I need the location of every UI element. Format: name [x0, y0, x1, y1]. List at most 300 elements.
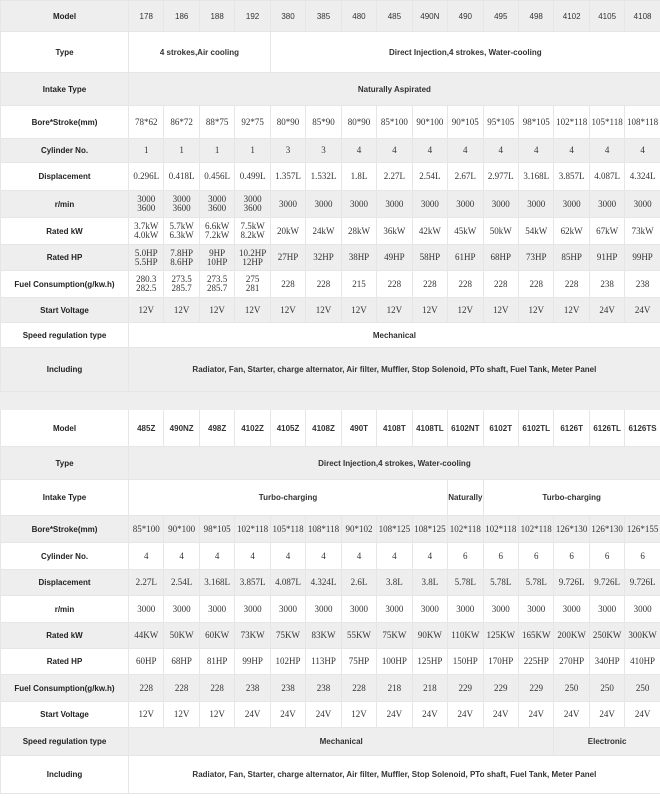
t1-bore-cell: 108*118 [625, 106, 660, 139]
t1-hp-cell [589, 245, 624, 271]
t1-bore-cell: 105*118 [589, 106, 624, 139]
t2-fuel-cell: 250 [554, 675, 589, 702]
t2-volt-cell: 12V [341, 702, 376, 728]
t2-intake-turbo2: Turbo-charging [483, 480, 660, 516]
t1-hp-cell-line: 68HP [490, 252, 512, 262]
t2-fuel-cell: 218 [412, 675, 447, 702]
t2-hp-cell: 100HP [377, 649, 412, 675]
t1-fuel-cell-line: 281 [245, 283, 260, 293]
t2-incl-value: Radiator, Fan, Starter, charge alternator, Air filter, Muffler, Stop Solenoid, PTo shaft, Fuel Tank, Meter Panel [129, 756, 660, 794]
t1-bore-cell: 102*118 [554, 106, 589, 139]
t1-kw-cell [483, 218, 518, 245]
t2-disp-cell: 9.726L [554, 570, 589, 596]
t1-kw-cell [377, 218, 412, 245]
t1-bore-cell: 78*62 [129, 106, 164, 139]
t1-kw-cell-line: 7.2kW [205, 230, 230, 240]
t1-rmin-cell [448, 191, 483, 218]
t1-hp-cell [270, 245, 305, 271]
t2-cyl-cell: 4 [235, 543, 270, 570]
t2-hp-cell: 170HP [483, 649, 518, 675]
t1-volt-cell: 12V [518, 298, 553, 323]
t1-volt-cell: 24V [589, 298, 624, 323]
t2-volt-cell: 24V [518, 702, 553, 728]
t1-kw-cell-line: 7.5kW [240, 221, 265, 231]
t2-model-cell: 6102NT [448, 410, 483, 447]
t2-volt-cell: 12V [164, 702, 199, 728]
t1-fuel-cell-line: 273.5 [171, 274, 192, 284]
t1-disp-cell: 0.418L [164, 163, 199, 191]
t2-kw-row [1, 623, 660, 649]
t1-hp-cell [412, 245, 447, 271]
t2-disp-cell: 3.168L [199, 570, 234, 596]
t1-bore-row [1, 106, 660, 139]
t2-model-cell: 4102Z [235, 410, 270, 447]
t2-bore-cell: 102*118 [483, 516, 518, 543]
t1-kw-cell-line: 54kW [525, 225, 548, 236]
t1-volt-row [1, 298, 660, 323]
t2-disp-cell: 3.8L [412, 570, 447, 596]
t2-kw-cell: 60KW [199, 623, 234, 649]
t1-disp-cell: 2.67L [448, 163, 483, 191]
t1-fuel-cell [129, 271, 164, 298]
t2-model-cell: 6102T [483, 410, 518, 447]
t1-fuel-cell [270, 271, 305, 298]
t1-model-cell: 490 [448, 1, 483, 32]
t2-intake-row [1, 480, 660, 516]
t1-hp-cell-line: 10.2HP [238, 247, 267, 258]
t1-hp-cell [235, 245, 270, 271]
t2-hp-cell: 340HP [589, 649, 624, 675]
t1-fuel-cell-line: 228 [281, 278, 295, 289]
t1-speed-label: Speed regulation type [1, 323, 129, 348]
t1-volt-cell: 12V [270, 298, 305, 323]
t2-cyl-cell: 4 [129, 543, 164, 570]
t2-cyl-cell: 4 [199, 543, 234, 570]
t2-bore-cell: 126*130 [554, 516, 589, 543]
t1-disp-cell: 2.27L [377, 163, 412, 191]
t1-disp-cell: 1.8L [341, 163, 376, 191]
t1-kw-cell-line: 42kW [418, 225, 441, 236]
t2-cyl-cell: 6 [589, 543, 624, 570]
t1-fuel-cell-line: 228 [423, 278, 437, 289]
t1-hp-cell-line: 5.0HP [134, 247, 158, 258]
t1-model-cell: 380 [270, 1, 305, 32]
t2-kw-cell: 300KW [625, 623, 660, 649]
t1-hp-cell-line: 27HP [277, 252, 299, 262]
t1-cyl-cell: 4 [341, 139, 376, 163]
t2-fuel-cell: 238 [270, 675, 305, 702]
t2-model-cell: 4105Z [270, 410, 305, 447]
t1-fuel-cell [164, 271, 199, 298]
t2-hp-cell: 410HP [625, 649, 660, 675]
t2-volt-cell: 24V [554, 702, 589, 728]
t1-disp-cell: 1.357L [270, 163, 305, 191]
t2-kw-cell: 110KW [448, 623, 483, 649]
t1-rmin-cell-line: 3000 [314, 198, 333, 209]
t2-disp-cell: 3.857L [235, 570, 270, 596]
t2-bore-cell: 90*102 [341, 516, 376, 543]
t1-fuel-cell-line: 282.5 [136, 283, 157, 293]
t2-disp-cell: 2.54L [164, 570, 199, 596]
t1-rmin-cell [235, 191, 270, 218]
t1-cyl-cell: 1 [164, 139, 199, 163]
t1-fuel-cell-line: 228 [529, 278, 543, 289]
t2-intake-label: Intake Type [1, 480, 129, 516]
t1-kw-cell-line: 28kW [347, 225, 370, 236]
t1-rmin-cell-line: 3000 [137, 194, 156, 204]
t1-cyl-row [1, 139, 660, 163]
t2-hp-cell: 150HP [448, 649, 483, 675]
t2-incl-row [1, 756, 660, 794]
t1-bore-cell: 90*100 [412, 106, 447, 139]
t1-model-cell: 490N [412, 1, 447, 32]
t2-model-cell: 6126TL [589, 410, 624, 447]
t1-kw-cell-line: 4.0kW [134, 230, 159, 240]
t2-rmin-cell: 3000 [164, 596, 199, 623]
t1-model-cell: 4108 [625, 1, 660, 32]
t2-disp-cell: 5.78L [448, 570, 483, 596]
t2-speed-label: Speed regulation type [1, 728, 129, 756]
t2-rmin-cell: 3000 [341, 596, 376, 623]
t2-fuel-cell: 238 [306, 675, 341, 702]
t1-kw-cell-line: 73kW [631, 225, 654, 236]
t2-volt-cell: 12V [199, 702, 234, 728]
t2-disp-cell: 5.78L [518, 570, 553, 596]
t1-rmin-cell [341, 191, 376, 218]
t2-rmin-label: r/min [1, 596, 129, 623]
t2-cyl-cell: 4 [377, 543, 412, 570]
t1-fuel-cell [306, 271, 341, 298]
t1-rmin-cell-line: 3600 [208, 203, 227, 213]
t2-disp-cell: 9.726L [589, 570, 624, 596]
t1-bore-cell: 98*105 [518, 106, 553, 139]
t1-disp-cell: 0.296L [129, 163, 164, 191]
t1-rmin-cell-line: 3000 [562, 198, 581, 209]
t2-fuel-cell: 228 [129, 675, 164, 702]
t1-intake-label: Intake Type [1, 73, 129, 106]
t2-kw-cell: 50KW [164, 623, 199, 649]
t1-cyl-cell: 4 [448, 139, 483, 163]
t1-cyl-cell: 1 [129, 139, 164, 163]
t2-kw-cell: 73KW [235, 623, 270, 649]
t1-intake-value: Naturally Aspirated [129, 73, 660, 106]
t1-hp-cell-line: 32HP [313, 252, 334, 262]
t1-fuel-cell-line: 228 [316, 278, 331, 289]
t1-type-water: Direct Injection,4 strokes, Water-cooling [270, 32, 660, 73]
t1-hp-cell-line: 91HP [596, 252, 618, 262]
t1-kw-cell-line: 5.7kW [169, 221, 194, 231]
t1-volt-cell: 12V [341, 298, 376, 323]
t2-speed-row [1, 728, 660, 756]
t2-fuel-cell: 228 [341, 675, 376, 702]
t1-cyl-cell: 1 [199, 139, 234, 163]
t1-hp-cell-line: 58HP [419, 252, 441, 262]
t1-fuel-cell-line: 238 [635, 278, 650, 289]
t1-rmin-cell-line: 3000 [456, 198, 475, 209]
t1-fuel-cell-line: 275 [245, 274, 260, 284]
t2-rmin-cell: 3000 [235, 596, 270, 623]
t2-model-cell: 498Z [199, 410, 234, 447]
t2-bore-row [1, 516, 660, 543]
t2-cyl-row [1, 543, 660, 570]
t1-type-air: 4 strokes,Air cooling [129, 32, 271, 73]
t1-rmin-row [1, 191, 660, 218]
t2-rmin-cell: 3000 [129, 596, 164, 623]
t1-rmin-cell-line: 3000 [420, 198, 439, 209]
t2-hp-cell: 102HP [270, 649, 305, 675]
t2-bore-cell: 85*100 [129, 516, 164, 543]
t2-speed-mechanical: Mechanical [129, 728, 554, 756]
t2-cyl-cell: 4 [270, 543, 305, 570]
t1-bore-cell: 85*90 [306, 106, 341, 139]
t1-hp-cell-line: 10HP [206, 256, 228, 267]
t1-fuel-row [1, 271, 660, 298]
t1-fuel-cell-line: 285.7 [171, 283, 192, 293]
t1-bore-cell: 80*90 [270, 106, 305, 139]
t2-volt-cell: 24V [625, 702, 660, 728]
t2-kw-cell: 75KW [377, 623, 412, 649]
t2-bore-cell: 108*125 [377, 516, 412, 543]
t1-hp-cell-line: 8.6HP [170, 256, 194, 267]
t1-hp-cell-line: 73HP [525, 252, 547, 262]
t1-kw-cell [625, 218, 660, 245]
t1-model-label: Model [1, 1, 129, 32]
t1-rmin-cell [306, 191, 341, 218]
t2-model-cell: 6126T [554, 410, 589, 447]
section-gap-cell [1, 392, 660, 410]
t2-kw-cell: 200KW [554, 623, 589, 649]
t2-hp-label: Rated HP [1, 649, 129, 675]
t1-hp-cell-line: 99HP [632, 252, 653, 262]
t1-hp-cell [341, 245, 376, 271]
t1-hp-cell [518, 245, 553, 271]
t1-hp-cell-line: 61HP [455, 252, 476, 262]
t1-volt-cell: 12V [129, 298, 164, 323]
t1-rmin-cell-line: 3000 [633, 198, 652, 209]
t1-rmin-cell [625, 191, 660, 218]
t1-hp-cell [625, 245, 660, 271]
t2-cyl-cell: 6 [483, 543, 518, 570]
t1-model-cell: 192 [235, 1, 270, 32]
t1-hp-label: Rated HP [1, 245, 129, 271]
t1-bore-cell: 90*105 [448, 106, 483, 139]
t1-fuel-cell [589, 271, 624, 298]
t1-fuel-cell [625, 271, 660, 298]
t2-rmin-cell: 3000 [199, 596, 234, 623]
t1-model-cell: 188 [199, 1, 234, 32]
t1-rmin-label: r/min [1, 191, 129, 218]
t1-fuel-cell [518, 271, 553, 298]
t1-disp-cell: 3.168L [518, 163, 553, 191]
t2-model-cell: 4108T [377, 410, 412, 447]
t2-cyl-cell: 6 [554, 543, 589, 570]
t1-cyl-cell: 4 [483, 139, 518, 163]
t1-rmin-cell [589, 191, 624, 218]
t1-kw-cell-line: 6.3kW [169, 230, 194, 240]
t1-disp-cell: 3.857L [554, 163, 589, 191]
t2-rmin-cell: 3000 [270, 596, 305, 623]
t2-model-cell: 6102TL [518, 410, 553, 447]
t2-kw-cell: 75KW [270, 623, 305, 649]
t2-fuel-cell: 238 [235, 675, 270, 702]
t2-bore-cell: 108*125 [412, 516, 447, 543]
t1-kw-cell-line: 20kW [277, 225, 300, 236]
t2-rmin-cell: 3000 [412, 596, 447, 623]
t1-rmin-cell [129, 191, 164, 218]
t2-volt-cell: 12V [129, 702, 164, 728]
t2-cyl-cell: 6 [448, 543, 483, 570]
t1-rmin-cell [199, 191, 234, 218]
t1-disp-cell: 2.54L [412, 163, 447, 191]
t2-fuel-cell: 229 [483, 675, 518, 702]
t2-kw-cell: 83KW [306, 623, 341, 649]
t2-model-cell: 485Z [129, 410, 164, 447]
t2-fuel-cell: 250 [625, 675, 660, 702]
t2-bore-cell: 126*130 [589, 516, 624, 543]
t1-rmin-cell-line: 3000 [243, 194, 262, 204]
t1-kw-cell [518, 218, 553, 245]
t1-kw-cell [448, 218, 483, 245]
t1-rmin-cell-line: 3000 [279, 198, 298, 209]
t1-fuel-cell [341, 271, 376, 298]
t1-hp-cell [199, 245, 234, 271]
t2-disp-cell: 9.726L [625, 570, 660, 596]
t1-volt-cell: 12V [483, 298, 518, 323]
t1-volt-cell: 12V [448, 298, 483, 323]
t1-rmin-cell [377, 191, 412, 218]
t2-disp-cell: 3.8L [377, 570, 412, 596]
t1-volt-cell: 12V [554, 298, 589, 323]
t2-volt-cell: 24V [589, 702, 624, 728]
t2-hp-cell: 113HP [306, 649, 341, 675]
t2-rmin-cell: 3000 [483, 596, 518, 623]
t1-kw-cell-line: 45kW [454, 225, 477, 236]
t1-speed-value: Mechanical [129, 323, 660, 348]
t1-cyl-cell: 1 [235, 139, 270, 163]
t1-rmin-cell [483, 191, 518, 218]
t1-kw-cell [235, 218, 270, 245]
t2-rmin-cell: 3000 [625, 596, 660, 623]
t1-kw-cell [164, 218, 199, 245]
t2-disp-label: Displacement [1, 570, 129, 596]
t1-cyl-cell: 4 [377, 139, 412, 163]
t2-fuel-label: Fuel Consumption(g/kw.h) [1, 675, 129, 702]
t2-type-row [1, 447, 660, 480]
t2-volt-row [1, 702, 660, 728]
t1-kw-cell-line: 8.2kW [240, 230, 265, 240]
t1-volt-cell: 12V [377, 298, 412, 323]
t2-model-label: Model [1, 410, 129, 447]
t1-rmin-cell-line: 3000 [172, 194, 191, 204]
t1-kw-cell [270, 218, 305, 245]
t2-intake-naturally: Naturally [448, 480, 483, 516]
section-gap [1, 392, 660, 410]
t1-hp-cell [164, 245, 199, 271]
t2-kw-label: Rated kW [1, 623, 129, 649]
t2-cyl-cell: 4 [164, 543, 199, 570]
t1-kw-cell-line: 24kW [312, 225, 335, 236]
t2-volt-label: Start Voltage [1, 702, 129, 728]
t2-fuel-cell: 228 [199, 675, 234, 702]
t1-speed-row [1, 323, 660, 348]
t1-model-cell: 186 [164, 1, 199, 32]
t1-model-cell: 495 [483, 1, 518, 32]
t2-volt-cell: 24V [448, 702, 483, 728]
t1-disp-cell: 0.499L [235, 163, 270, 191]
t2-rmin-cell: 3000 [589, 596, 624, 623]
t1-volt-cell: 12V [412, 298, 447, 323]
t2-hp-cell: 270HP [554, 649, 589, 675]
t1-rmin-cell-line: 3600 [172, 203, 191, 213]
t1-model-cell: 498 [518, 1, 553, 32]
t1-kw-cell [554, 218, 589, 245]
t1-hp-cell [483, 245, 518, 271]
t2-kw-cell: 250KW [589, 623, 624, 649]
t2-disp-cell: 5.78L [483, 570, 518, 596]
t1-kw-cell-line: 6.6kW [205, 221, 230, 231]
t2-model-row [1, 410, 660, 447]
t1-incl-label: Including [1, 348, 129, 392]
t1-hp-cell [448, 245, 483, 271]
t1-kw-row [1, 218, 660, 245]
t1-fuel-label: Fuel Consumption(g/kw.h) [1, 271, 129, 298]
t2-hp-cell: 125HP [412, 649, 447, 675]
t1-fuel-cell-line: 228 [564, 278, 579, 289]
t1-disp-cell: 4.087L [589, 163, 624, 191]
t1-rmin-cell [554, 191, 589, 218]
t2-fuel-cell: 218 [377, 675, 412, 702]
t1-rmin-cell-line: 3000 [527, 198, 546, 209]
t2-hp-cell: 99HP [235, 649, 270, 675]
t1-fuel-cell-line: 215 [352, 278, 366, 289]
t1-fuel-cell [412, 271, 447, 298]
t2-rmin-cell: 3000 [518, 596, 553, 623]
t1-hp-cell-line: 7.8HP [170, 247, 194, 258]
t1-disp-cell: 0.456L [199, 163, 234, 191]
t1-model-cell: 178 [129, 1, 164, 32]
t2-volt-cell: 24V [235, 702, 270, 728]
t2-volt-cell: 24V [377, 702, 412, 728]
t1-kw-cell [589, 218, 624, 245]
t1-model-cell: 4102 [554, 1, 589, 32]
t2-volt-cell: 24V [306, 702, 341, 728]
t1-hp-cell-line: 85HP [561, 252, 582, 262]
t1-kw-cell-line: 36kW [383, 225, 406, 236]
t2-cyl-cell: 4 [306, 543, 341, 570]
t2-kw-cell: 55KW [341, 623, 376, 649]
t1-rmin-cell-line: 3000 [385, 198, 404, 209]
t2-fuel-cell: 229 [448, 675, 483, 702]
t1-type-label: Type [1, 32, 129, 73]
t1-disp-label: Displacement [1, 163, 129, 191]
t1-bore-cell: 86*72 [164, 106, 199, 139]
t1-kw-cell [412, 218, 447, 245]
t1-fuel-cell [448, 271, 483, 298]
t1-rmin-cell-line: 3000 [491, 198, 510, 209]
t1-kw-cell [199, 218, 234, 245]
t2-rmin-cell: 3000 [448, 596, 483, 623]
t1-cyl-cell: 3 [306, 139, 341, 163]
t2-fuel-cell: 229 [518, 675, 553, 702]
t2-bore-cell: 90*100 [164, 516, 199, 543]
t2-fuel-cell: 250 [589, 675, 624, 702]
t1-volt-cell: 12V [235, 298, 270, 323]
t1-bore-cell: 80*90 [341, 106, 376, 139]
t2-model-cell: 6126TS [625, 410, 660, 447]
t2-disp-cell: 4.087L [270, 570, 305, 596]
t2-model-cell: 4108Z [306, 410, 341, 447]
t2-disp-row [1, 570, 660, 596]
